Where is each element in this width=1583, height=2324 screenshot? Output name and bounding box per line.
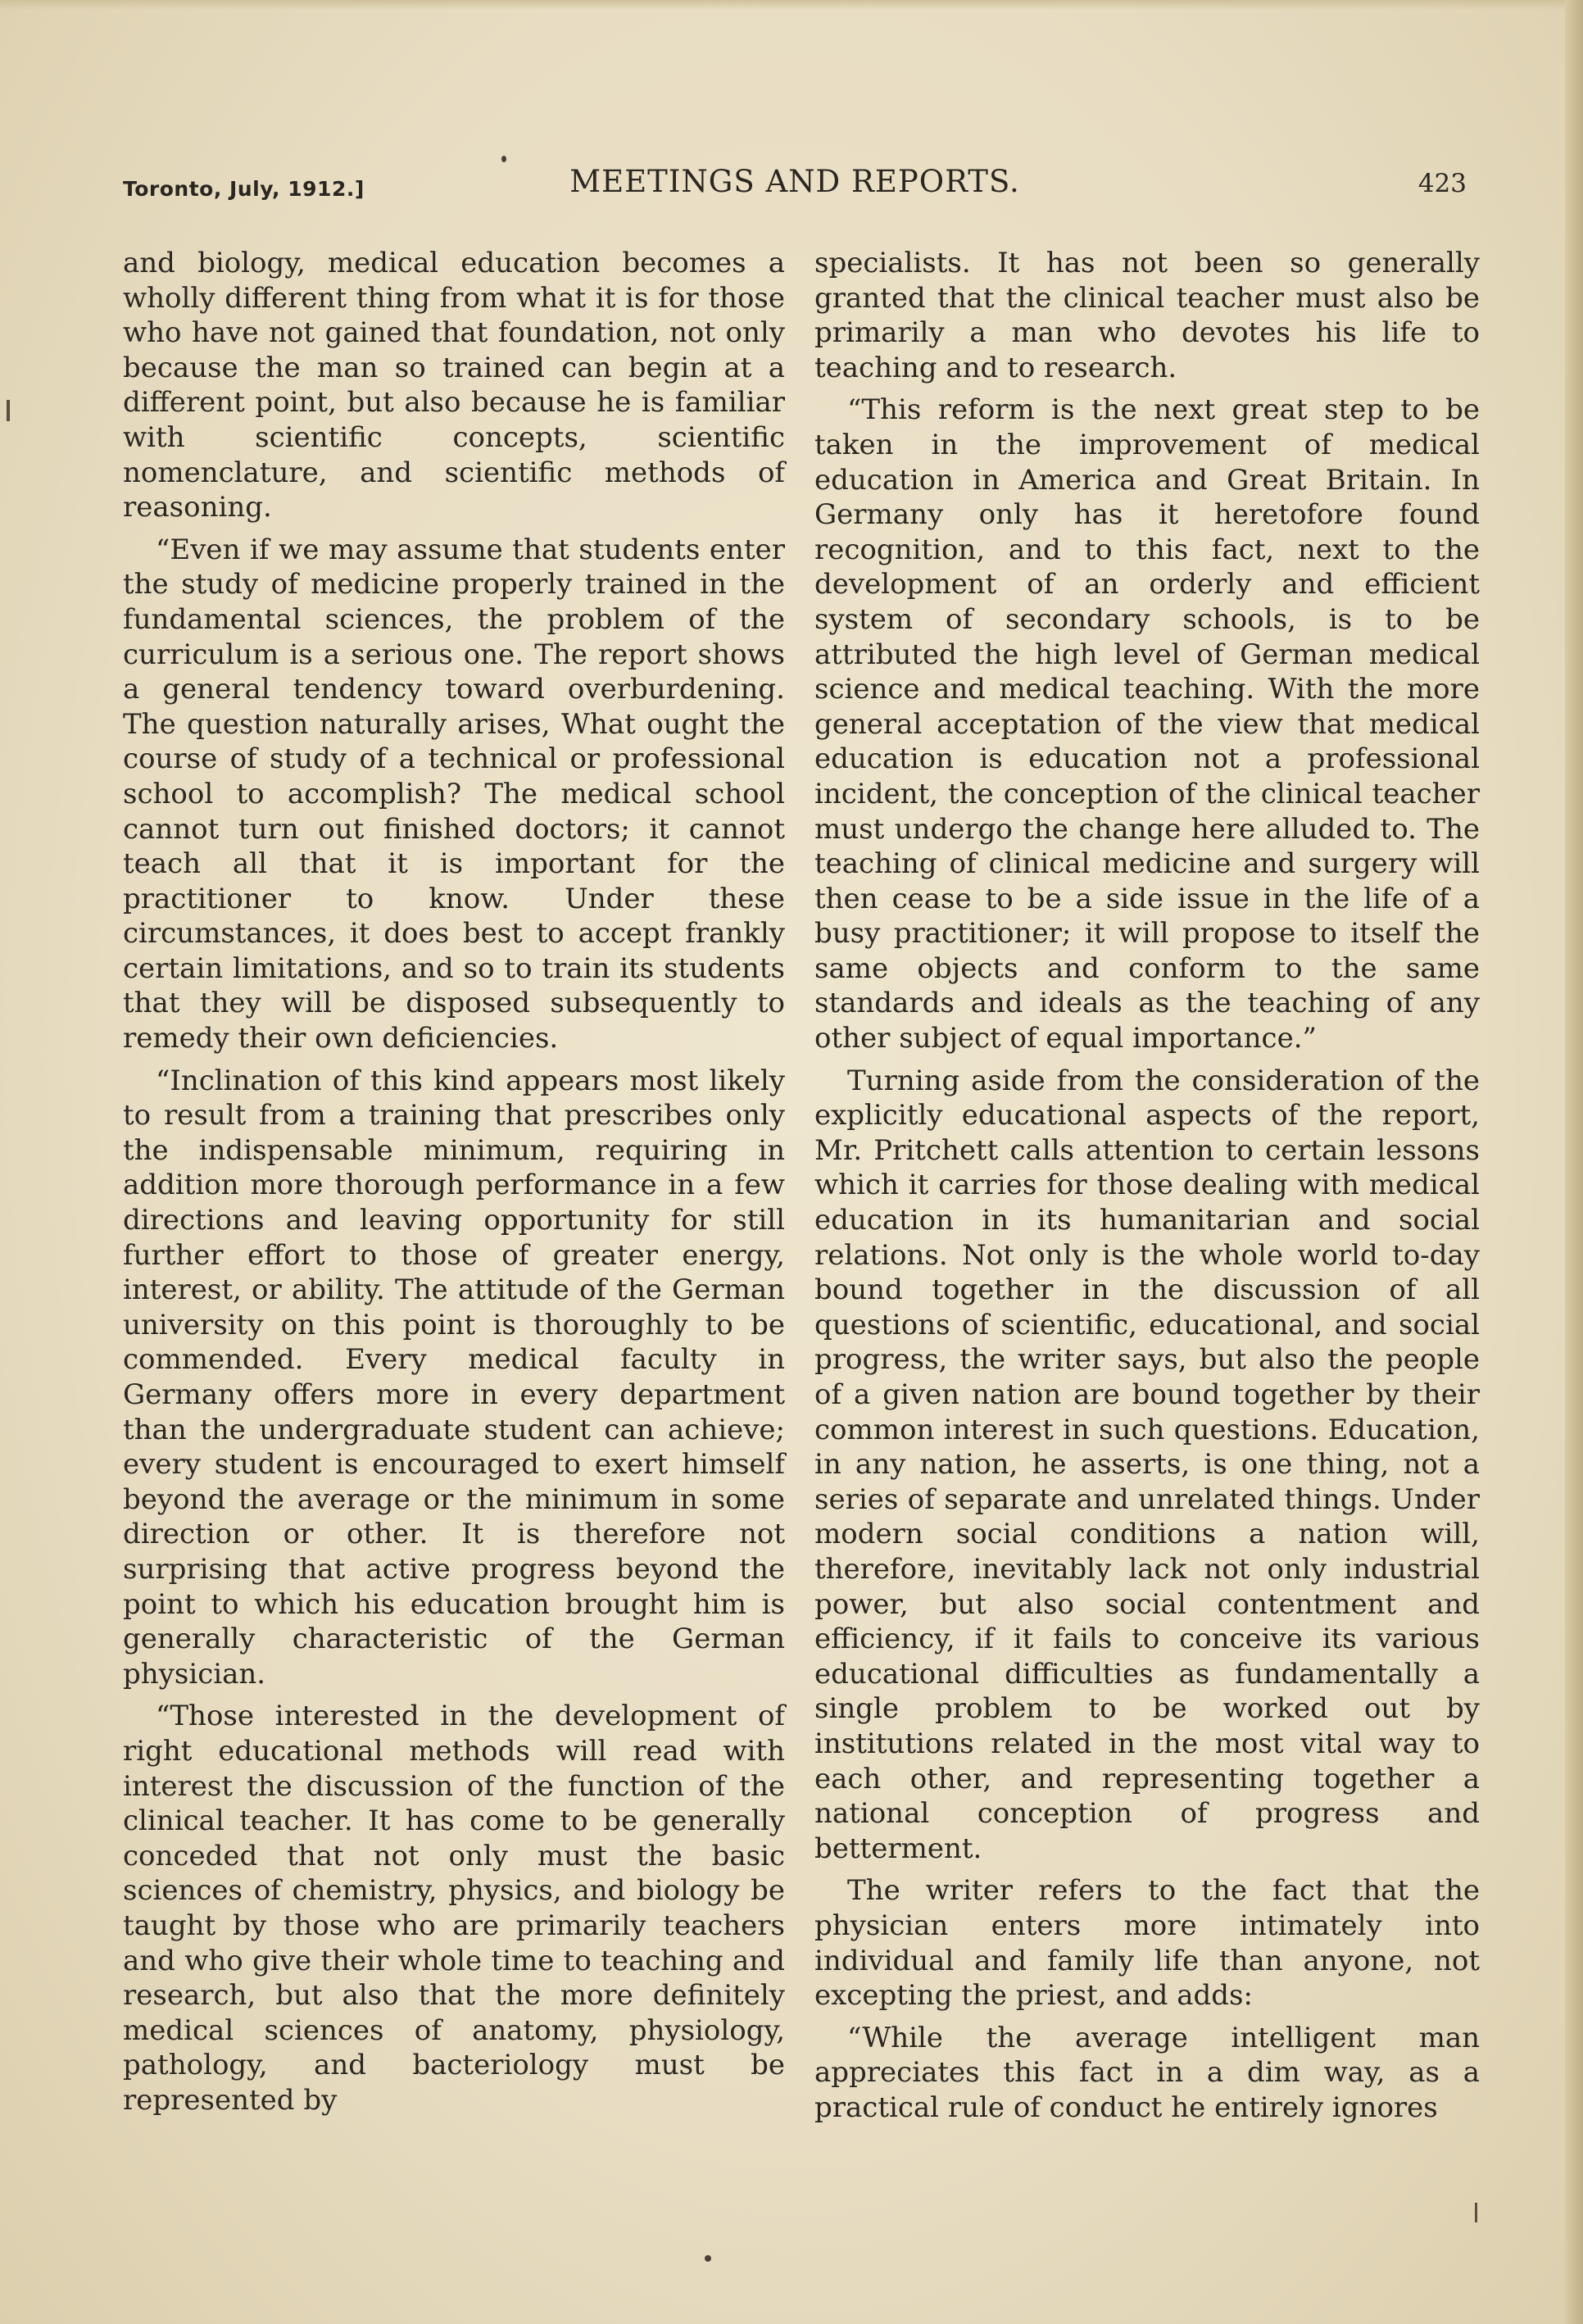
paragraph: “Even if we may assume that students enter the study of medicine properly trained in the fundamental sciences, the problem of the curriculum is a serious one. The report shows a general tendency toward overburdening. The question naturally arises, What ought the course of study of a technical or professional school to accomplish? The medical school cannot turn out finished doctors; it cannot teach all that it is important for the practitioner to know. Under these circumstances, it does best to accept frankly certain limitations, and so to train its students that they will be disposed subsequently to remedy their own deficiencies.: [123, 533, 785, 1055]
header-section-title: MEETINGS AND REPORTS.: [569, 164, 1020, 199]
paragraph: and biology, medical education becomes a wholly different thing from what it is for those who have not gained that foundation, not only because the man so trained can begin at a different point, but also because he is familiar with scientific concepts, scientific nomenclature, and scientific methods of reasoning.: [123, 247, 785, 524]
page-right-edge: [1565, 0, 1583, 2324]
running-header: [123, 164, 1467, 213]
paragraph: Turning aside from the consideration of the explicitly educational aspects of the report, Mr. Pritchett calls attention to certain lessons which it carries for those dealing with medical education in its humanitarian and social relations. Not only is the whole world to-day bound together in the discussion of all questions of scientific, educational, and social progress, the writer says, but also the people of a given nation are bound together by their common interest in such questions. Education, in any nation, he asserts, is one thing, not a series of separate and unrelated things. Under modern social conditions a nation will, therefore, inevitably lack not only industrial power, but also social contentment and efficiency, if it fails to conceive its various educational difficulties as fundamentally a single problem to be worked out by institutions related in the most vital way to each other, and representing together a national conception of progress and betterment.: [814, 1064, 1480, 1865]
paragraph: specialists. It has not been so generally granted that the clinical teacher must also be primarily a man who devotes his life to teaching and to research.: [814, 247, 1480, 384]
header-location-date: Toronto, July, 1912.]: [123, 177, 365, 201]
right-column: [814, 246, 1480, 2132]
paragraph: “While the average intelligent man appreciates this fact in a dim way, as a practical rule of conduct he entirely ignores: [814, 2021, 1480, 2124]
paragraph: “Those interested in the development of right educational methods will read with interest the discussion of the function of the clinical teacher. It has come to be generally conceded that not only must the basic sciences of chemistry, physics, and biology be taught by those who are primarily teachers and who give their whole time to teaching and research, but also that the more definitely medical sciences of anatomy, physiology, pathology, and bacteriology must be represented by: [123, 1700, 785, 2117]
ink-speck: [705, 2255, 711, 2262]
margin-mark: [7, 400, 10, 421]
paragraph: The writer refers to the fact that the physician enters more intimately into individual and family life than anyone, not excepting the priest, and adds:: [814, 1874, 1480, 2013]
left-column: [123, 246, 785, 2125]
paragraph: “Inclination of this kind appears most likely to result from a training that prescribes only the indispensable minimum, requiring in addition more thorough performance in a few directions and leaving opportunity for still further effort to those of greater energy, interest, or ability. The attitude of the German university on this point is thoroughly to be commended. Every medical faculty in Germany offers more in every department than the undergraduate student can achieve; every student is encouraged to exert himself beyond the average or the minimum in some direction or other. It is therefore not surprising that active progress beyond the point to which his education brought him is generally characteristic of the German physician.: [123, 1064, 785, 1691]
paragraph: “This reform is the next great step to be taken in the improvement of medical education in America and Great Britain. In Germany only has it heretofore found recognition, and to this fact, next to the development of an orderly and efficient system of secondary schools, is to be attributed the high level of German medical science and medical teaching. With the more general acceptation of the view that medical education is education not a professional incident, the conception of the clinical teacher must undergo the change here alluded to. The teaching of clinical medicine and surgery will then cease to be a side issue in the life of a busy practitioner; it will propose to itself the same objects and conform to the same standards and ideals as the teaching of any other subject of equal importance.”: [814, 393, 1480, 1055]
page-number: 423: [1417, 169, 1467, 198]
page-top-shadow: [0, 0, 1583, 10]
ink-speck: [501, 156, 506, 162]
margin-mark: [1475, 2203, 1477, 2222]
